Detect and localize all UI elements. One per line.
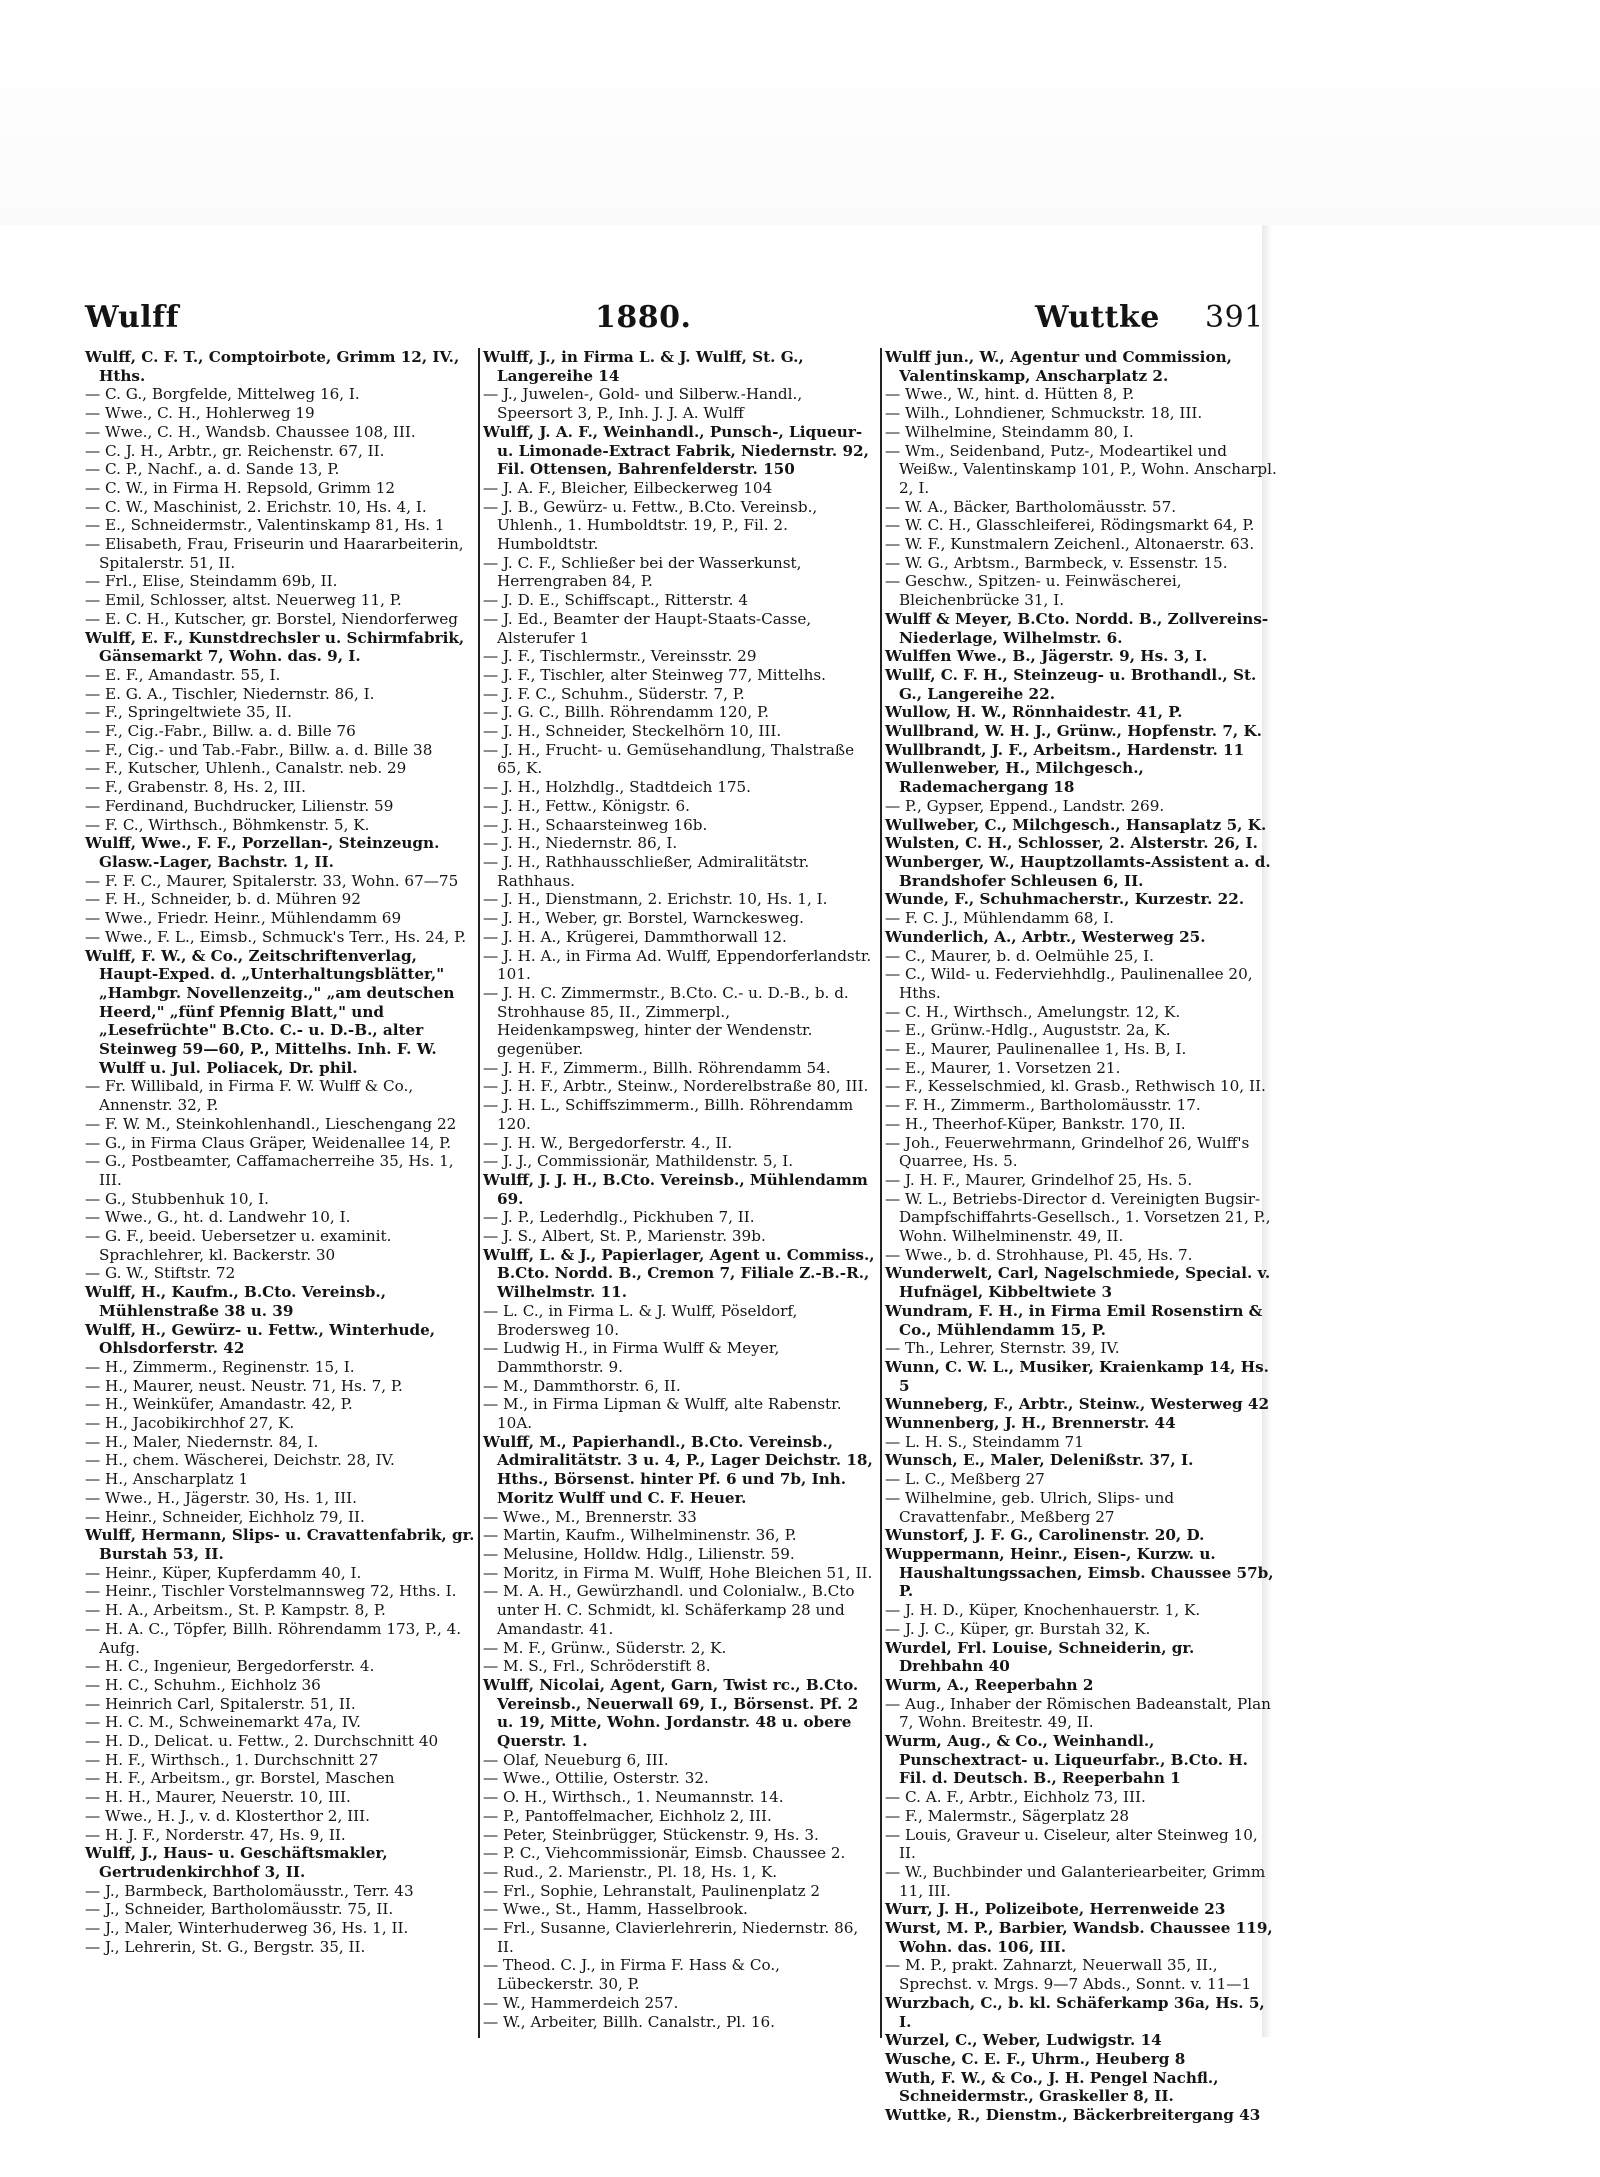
directory-entry: Wulff, E. F., Kunstdrechsler u. Schirmfabrik, Gänsemarkt 7, Wohn. das. 9, I.	[85, 628, 465, 666]
directory-entry: Wulff, M., Papierhandl., B.Cto. Vereinsb., Admiralitätstr. 3 u. 4, P., Lager Deichstr. 18, Hths., Börsenst. hinter Pf. 6 und 7b, Inh. Moritz Wulff und C. F. Heuer.	[483, 1432, 873, 1507]
directory-entry: — E. G. A., Tischler, Niedernstr. 86, I.	[85, 684, 375, 703]
directory-entry: — J. H., Frucht- u. Gemüsehandlung, Thalstraße 65, K.	[483, 740, 855, 778]
directory-entry: — F., Cig.- und Tab.-Fabr., Billw. a. d. Bille 38	[85, 740, 433, 759]
directory-entry: — J. A. F., Bleicher, Eilbeckerweg 104	[483, 478, 773, 497]
directory-entry: — J. H. A., in Firma Ad. Wulff, Eppendorferlandstr. 101.	[483, 946, 872, 984]
directory-entry: — J. Ed., Beamter der Haupt-Staats-Casse, Alsterufer 1	[483, 609, 812, 647]
directory-entry: — M., in Firma Lipman & Wulff, alte Rabenstr. 10A.	[483, 1395, 842, 1433]
directory-entry: — H., Zimmerm., Reginenstr. 15, I.	[85, 1357, 355, 1376]
directory-entry: — J. H., Rathhausschließer, Admiralitätstr. Rathhaus.	[483, 852, 810, 890]
directory-entry: Wulff, H., Kaufm., B.Cto. Vereinsb., Mühlenstraße 38 u. 39	[85, 1283, 386, 1320]
directory-entry: — Emil, Schlosser, altst. Neuerweg 11, P.	[85, 591, 402, 610]
directory-entry: — Wilhelmine, geb. Ulrich, Slips- und Cravattenfabr., Meßberg 27	[885, 1488, 1175, 1526]
directory-entry: — M. S., Frl., Schröderstift 8.	[483, 1657, 711, 1676]
directory-entry: — E., Schneidermstr., Valentinskamp 81, Hs. 1	[85, 516, 445, 535]
column-divider	[478, 348, 480, 2038]
directory-entry: — J. H. C. Zimmermstr., B.Cto. C.- u. D.-B., b. d. Strohhause 85, II., Zimmerpl., Heidenkampsweg, hinter der Wendenstr. gegenüber.	[483, 983, 849, 1059]
directory-entry: — H. C. M., Schweinemarkt 47a, IV.	[85, 1713, 362, 1732]
directory-entry: Wuth, F. W., & Co., J. H. Pengel Nachfl., Schneidermstr., Graskeller 8, II.	[885, 2068, 1219, 2106]
scan-margin	[0, 0, 1600, 225]
directory-entry: — H. C., Schuhm., Eichholz 36	[85, 1675, 321, 1694]
directory-entry: — C. H., Wirthsch., Amelungstr. 12, K.	[885, 1002, 1181, 1021]
directory-entry: — H., Maurer, neust. Neustr. 71, Hs. 7, P.	[85, 1376, 403, 1395]
directory-entry: Wulff, H., Gewürz- u. Fettw., Winterhude, Ohlsdorferstr. 42	[85, 1320, 436, 1358]
directory-entry: — Frl., Susanne, Clavierlehrerin, Niedernstr. 86, II.	[483, 1919, 859, 1956]
directory-entry: — Wwe., W., hint. d. Hütten 8, P.	[885, 385, 1135, 404]
directory-entry: Wurdel, Frl. Louise, Schneiderin, gr. Drehbahn 40	[885, 1638, 1195, 1676]
directory-entry: — W. G., Arbtsm., Barmbeck, v. Essenstr. 15.	[885, 553, 1228, 572]
directory-entry: — J. F. C., Schuhm., Süderstr. 7, P.	[483, 684, 745, 703]
directory-entry: — J. H. W., Bergedorferstr. 4., II.	[483, 1133, 733, 1152]
directory-entry: Wunberger, W., Hauptzollamts-Assistent a. d. Brandshofer Schleusen 6, II.	[885, 852, 1271, 890]
directory-entry: — E., Grünw.-Hdlg., Auguststr. 2a, K.	[885, 1021, 1171, 1040]
directory-entry: — J. B., Gewürz- u. Fettw., B.Cto. Vereinsb., Uhlenh., 1. Humboldtstr. 19, P., Fil. 2. Humboldtstr.	[483, 497, 818, 554]
directory-entry: Wulffen Wwe., B., Jägerstr. 9, Hs. 3, I.	[885, 647, 1208, 666]
directory-entry: Wulff, C. F. T., Comptoirbote, Grimm 12, IV., Hths.	[85, 348, 460, 385]
directory-entry: Wullweber, C., Milchgesch., Hansaplatz 5, K.	[885, 815, 1267, 834]
directory-entry: — J. H. F., Maurer, Grindelhof 25, Hs. 5.	[885, 1170, 1193, 1189]
directory-entry: — J. J. C., Küper, gr. Burstah 32, K.	[885, 1619, 1151, 1638]
directory-entry: — Wwe., H., Jägerstr. 30, Hs. 1, III.	[85, 1488, 357, 1507]
directory-entry: — M. F., Grünw., Süderstr. 2, K.	[483, 1638, 727, 1657]
directory-entry: — J., Barmbeck, Bartholomäusstr., Terr. 43	[85, 1881, 414, 1900]
directory-entry: — F. H., Zimmerm., Bartholomäusstr. 17.	[885, 1096, 1201, 1115]
directory-entry: — Joh., Feuerwehrmann, Grindelhof 26, Wulff's Quarree, Hs. 5.	[885, 1133, 1250, 1171]
directory-entry: — J. C. F., Schließer bei der Wasserkunst, Herrengraben 84, P.	[483, 553, 802, 591]
directory-entry: Wullenweber, H., Milchgesch., Rademachergang 18	[885, 759, 1144, 797]
directory-entry: Wurzbach, C., b. kl. Schäferkamp 36a, Hs. 5, I.	[885, 1993, 1265, 2031]
directory-entry: — Wwe., H. J., v. d. Klosterthor 2, III.	[85, 1806, 370, 1825]
directory-entry: — C., Maurer, b. d. Oelmühle 25, I.	[885, 946, 1154, 965]
directory-entry: — Wwe., C. H., Wandsb. Chaussee 108, III.	[85, 422, 416, 441]
directory-entry: — H. H., Maurer, Neuerstr. 10, III.	[85, 1788, 351, 1807]
directory-entry: — Wwe., b. d. Strohhause, Pl. 45, Hs. 7.	[885, 1245, 1193, 1264]
directory-entry: — J. H., Schneider, Steckelhörn 10, III.	[483, 722, 782, 741]
directory-entry: — W., Buchbinder und Galanteriearbeiter, Grimm 11, III.	[885, 1862, 1266, 1900]
directory-entry: Wunneberg, F., Arbtr., Steinw., Westerweg 42	[885, 1395, 1270, 1414]
directory-entry: Wunderlich, A., Arbtr., Westerweg 25.	[885, 927, 1206, 946]
directory-entry: — E., Maurer, Paulinenallee 1, Hs. B, I.	[885, 1040, 1187, 1059]
directory-entry: — J. S., Albert, St. P., Marienstr. 39b.	[483, 1227, 766, 1246]
directory-entry: — Frl., Sophie, Lehranstalt, Paulinenplatz 2	[483, 1881, 821, 1900]
directory-entry: Wullow, H. W., Rönnhaidestr. 41, P.	[885, 703, 1183, 722]
directory-entry: — Ludwig H., in Firma Wulff & Meyer, Dammthorstr. 9.	[483, 1339, 780, 1376]
directory-entry: — J. H., Holzhdlg., Stadtdeich 175.	[483, 778, 752, 797]
directory-entry: Wulff, Hermann, Slips- u. Cravattenfabrik, gr. Burstah 53, II.	[85, 1526, 475, 1563]
directory-entry: — H., Weinküfer, Amandastr. 42, P.	[85, 1395, 353, 1414]
directory-entry: — J. H. D., Küper, Knochenhauerstr. 1, K.	[885, 1601, 1201, 1620]
directory-entry: — C. G., Borgfelde, Mittelweg 16, I.	[85, 385, 360, 404]
directory-entry: — Wwe., C. H., Hohlerweg 19	[85, 404, 315, 423]
directory-entry: — P. C., Viehcommissionär, Eimsb. Chaussee 2.	[483, 1844, 846, 1863]
directory-entry: Wulsten, C. H., Schlosser, 2. Alsterstr. 26, I.	[885, 834, 1258, 853]
directory-entry: — W. F., Kunstmalern Zeichenl., Altonaerstr. 63.	[885, 535, 1255, 554]
directory-entry: — M. P., prakt. Zahnarzt, Neuerwall 35, II., Sprechst. v. Mrgs. 9—7 Abds., Sonnt. v. 11—1	[885, 1956, 1252, 1994]
directory-entry: — G., Postbeamter, Caffamacherreihe 35, Hs. 1, III.	[85, 1152, 454, 1189]
directory-entry: — J. F., Tischler, alter Steinweg 77, Mittelhs.	[483, 665, 826, 684]
directory-entry: — Wwe., G., ht. d. Landwehr 10, I.	[85, 1208, 351, 1227]
directory-entry: — J. H. F., Zimmerm., Billh. Röhrendamm 54.	[483, 1058, 831, 1077]
directory-entry: — F. C. J., Mühlendamm 68, I.	[885, 909, 1114, 928]
directory-entry: — Ferdinand, Buchdrucker, Lilienstr. 59	[85, 796, 394, 815]
directory-entry: Wunsch, E., Maler, Delenißstr. 37, I.	[885, 1451, 1194, 1470]
directory-entry: — F., Malermstr., Sägerplatz 28	[885, 1806, 1130, 1825]
directory-entry: — G., Stubbenhuk 10, I.	[85, 1189, 269, 1208]
directory-entry: Wullf, C. F. H., Steinzeug- u. Brothandl., St. G., Langereihe 22.	[885, 665, 1257, 703]
directory-entry: — H. D., Delicat. u. Fettw., 2. Durchschnitt 40	[85, 1732, 439, 1751]
directory-entry: Wulff, J., in Firma L. & J. Wulff, St. G., Langereihe 14	[483, 348, 804, 385]
directory-entry: — W., Arbeiter, Billh. Canalstr., Pl. 16.	[483, 2012, 775, 2031]
directory-entry: — Melusine, Holldw. Hdlg., Lilienstr. 59.	[483, 1545, 795, 1563]
directory-entry: — Louis, Graveur u. Ciseleur, alter Steinweg 10, II.	[885, 1825, 1258, 1863]
directory-entry: — H. F., Arbeitsm., gr. Borstel, Maschen	[85, 1769, 395, 1788]
directory-entry: — F. C., Wirthsch., Böhmkenstr. 5, K.	[85, 815, 370, 834]
directory-entry: Wulff jun., W., Agentur und Commission, Valentinskamp, Anscharplatz 2.	[885, 348, 1232, 385]
directory-entry: Wunnenberg, J. H., Brennerstr. 44	[885, 1414, 1176, 1433]
directory-entry: — E., Maurer, 1. Vorsetzen 21.	[885, 1058, 1121, 1077]
directory-entry: — M., Dammthorstr. 6, II.	[483, 1376, 681, 1395]
directory-entry: — C., Wild- u. Federviehhdlg., Paulinenallee 20, Hths.	[885, 965, 1253, 1002]
directory-entry: — Geschw., Spitzen- u. Feinwäscherei, Bleichenbrücke 31, I.	[885, 572, 1182, 610]
directory-entry: Wurr, J. H., Polizeibote, Herrenweide 23	[885, 1900, 1226, 1919]
directory-entry: — J. H. F., Arbtr., Steinw., Norderelbstraße 80, III.	[483, 1077, 869, 1096]
directory-entry: — G. W., Stiftstr. 72	[85, 1264, 236, 1283]
directory-entry: — J. G. C., Billh. Röhrendamm 120, P.	[483, 703, 769, 722]
directory-entry: — J. H., Weber, gr. Borstel, Warnckesweg.	[483, 909, 804, 928]
directory-entry: — J. H., Dienstmann, 2. Erichstr. 10, Hs. 1, I.	[483, 890, 828, 909]
directory-entry: — H., chem. Wäscherei, Deichstr. 28, IV.	[85, 1451, 395, 1470]
header-year: 1880.	[595, 300, 692, 335]
directory-entry: Wurm, Aug., & Co., Weinhandl., Punschextract- u. Liqueurfabr., B.Cto. H. Fil. d. Deutsch. B., Reeperbahn 1	[885, 1732, 1248, 1788]
directory-entry: — W. A., Bäcker, Bartholomäusstr. 57.	[885, 497, 1177, 516]
directory-entry: — J. H. L., Schiffszimmerm., Billh. Röhrendamm 120.	[483, 1096, 854, 1133]
directory-entry: — J. H. A., Krügerei, Dammthorwall 12.	[483, 927, 787, 946]
directory-entry: — J. H., Fettw., Königstr. 6.	[483, 796, 690, 815]
directory-entry: — F., Kutscher, Uhlenh., Canalstr. neb. 29	[85, 759, 407, 778]
directory-entry: — H. A., Arbeitsm., St. P. Kampstr. 8, P.	[85, 1601, 386, 1620]
directory-entry: — Heinr., Tischler Vorstelmannsweg 72, Hths. I.	[85, 1582, 457, 1601]
directory-entry: Wuttke, R., Dienstm., Bäckerbreitergang 43	[885, 2106, 1261, 2125]
directory-entry: — Heinr., Küper, Kupferdamm 40, I.	[85, 1563, 362, 1582]
directory-entry: — W. C. H., Glasschleiferei, Rödingsmarkt 64, P.	[885, 516, 1255, 535]
directory-entry: — H., Anscharplatz 1	[85, 1470, 249, 1489]
directory-entry: — Wilh., Lohndiener, Schmuckstr. 18, III.	[885, 404, 1203, 423]
directory-entry: — E. F., Amandastr. 55, I.	[85, 665, 281, 684]
directory-entry: — Heinr., Schneider, Eichholz 79, II.	[85, 1507, 365, 1526]
directory-entry: Wulff, Nicolai, Agent, Garn, Twist rc., B.Cto. Vereinsb., Neuerwall 69, I., Börsenst. Pf. 2 u. 19, Mitte, Wohn. Jordanstr. 48 u. obere Querstr. 1.	[483, 1675, 859, 1751]
header-right-keyword: Wuttke	[1035, 300, 1160, 335]
directory-entry: Wuppermann, Heinr., Eisen-, Kurzw. u. Haushaltungssachen, Eimsb. Chaussee 57b, P.	[885, 1545, 1274, 1601]
column-3	[885, 348, 1277, 2125]
directory-entry: — W. L., Betriebs-Director d. Vereinigten Bugsir-Dampfschiffahrts-Gesellsch., 1. Vorsetzen 21, P., Wohn. Wilhelminenstr. 49, II.	[885, 1189, 1271, 1246]
directory-entry: Wurm, A., Reeperbahn 2	[885, 1675, 1094, 1694]
directory-entry: — P., Pantoffelmacher, Eichholz 2, III.	[483, 1806, 772, 1825]
directory-entry: — F., Grabenstr. 8, Hs. 2, III.	[85, 778, 306, 797]
column-2	[483, 348, 875, 2038]
directory-entry: — J. F., Tischlermstr., Vereinsstr. 29	[483, 647, 757, 666]
directory-entry: — L. C., Meßberg 27	[885, 1470, 1045, 1489]
directory-entry: Wunn, C. W. L., Musiker, Kraienkamp 14, Hs. 5	[885, 1357, 1269, 1395]
directory-entry: Wurzel, C., Weber, Ludwigstr. 14	[885, 2031, 1162, 2050]
directory-entry: — Heinrich Carl, Spitalerstr. 51, II.	[85, 1694, 356, 1713]
directory-entry: — Theod. C. J., in Firma F. Hass & Co., Lübeckerstr. 30, P.	[483, 1956, 781, 1994]
directory-entry: — H., Maler, Niedernstr. 84, I.	[85, 1432, 319, 1451]
directory-entry: — Wwe., Ottilie, Osterstr. 32.	[483, 1769, 709, 1788]
directory-entry: Wulff, L. & J., Papierlager, Agent u. Commiss., B.Cto. Nordd. B., Cremon 7, Filiale Z.-B.-R., Wilhelmstr. 11.	[483, 1245, 875, 1302]
page-header	[85, 300, 1285, 350]
directory-entry: — E. C. H., Kutscher, gr. Borstel, Niendorferweg	[85, 609, 458, 628]
directory-entry: Wulff, J. J. H., B.Cto. Vereinsb., Mühlendamm 69.	[483, 1170, 868, 1208]
column-1	[85, 348, 477, 2038]
directory-entry: Wusche, C. E. F., Uhrm., Heuberg 8	[885, 2049, 1186, 2068]
directory-entry: — J. J., Commissionär, Mathildenstr. 5, I.	[483, 1152, 794, 1171]
directory-entry: — J., Juwelen-, Gold- und Silberw.-Handl., Speersort 3, P., Inh. J. J. A. Wulff	[483, 385, 803, 423]
directory-entry: — J. H., Niedernstr. 86, I.	[483, 834, 678, 853]
directory-entry: — H. A. C., Töpfer, Billh. Röhrendamm 173, P., 4. Aufg.	[85, 1619, 462, 1657]
directory-entry: Wunstorf, J. F. G., Carolinenstr. 20, D.	[885, 1526, 1205, 1545]
directory-entry: Wunde, F., Schuhmacherstr., Kurzestr. 22.	[885, 890, 1245, 909]
directory-entry: Wullbrandt, J. F., Arbeitsm., Hardenstr. 11	[885, 740, 1245, 759]
directory-entry: — H. C., Ingenieur, Bergedorferstr. 4.	[85, 1657, 375, 1676]
directory-entry: Wullbrand, W. H. J., Grünw., Hopfenstr. 7, K.	[885, 722, 1262, 741]
directory-entry: Wunderwelt, Carl, Nagelschmiede, Special. v. Hufnägel, Kibbeltwiete 3	[885, 1264, 1271, 1302]
directory-entry: — J., Maler, Winterhuderweg 36, Hs. 1, II.	[85, 1919, 409, 1938]
directory-entry: — Martin, Kaufm., Wilhelminenstr. 36, P.	[483, 1526, 797, 1545]
directory-entry: Wulff, Wwe., F. F., Porzellan-, Steinzeugn. Glasw.-Lager, Bachstr. 1, II.	[85, 834, 440, 871]
directory-entry: — Fr. Willibald, in Firma F. W. Wulff & Co., Annenstr. 32, P.	[85, 1077, 414, 1115]
directory-entry: — C. A. F., Arbtr., Eichholz 73, III.	[885, 1788, 1146, 1807]
directory-entry: Wulff & Meyer, B.Cto. Nordd. B., Zollvereins-Niederlage, Wilhelmstr. 6.	[885, 609, 1269, 647]
directory-entry: — H., Theerhof-Küper, Bankstr. 170, II.	[885, 1114, 1186, 1133]
directory-entry: — G. F., beeid. Uebersetzer u. examinit. Sprachlehrer, kl. Backerstr. 30	[85, 1227, 392, 1264]
directory-entry: — W., Hammerdeich 257.	[483, 1993, 679, 2012]
column-divider	[880, 348, 882, 2038]
directory-entry: — L. C., in Firma L. & J. Wulff, Pöseldorf, Brodersweg 10.	[483, 1301, 798, 1339]
directory-entry: — Olaf, Neueburg 6, III.	[483, 1750, 669, 1769]
directory-entry: — C. J. H., Arbtr., gr. Reichenstr. 67, II.	[85, 441, 385, 460]
directory-entry: — F., Kesselschmied, kl. Grasb., Rethwisch 10, II.	[885, 1077, 1266, 1096]
directory-entry: — M. A. H., Gewürzhandl. und Colonialw., B.Cto unter H. C. Schmidt, kl. Schäferkamp 28 und Amandastr. 41.	[483, 1582, 855, 1638]
directory-entry: — F., Cig.-Fabr., Billw. a. d. Bille 76	[85, 722, 356, 741]
directory-columns	[85, 348, 1280, 2125]
directory-entry: — Peter, Steinbrügger, Stückenstr. 9, Hs. 3.	[483, 1825, 819, 1844]
header-left-keyword: Wulff	[85, 300, 179, 335]
directory-entry: — F. F. C., Maurer, Spitalerstr. 33, Wohn. 67—75	[85, 871, 459, 890]
directory-entry: — Moritz, in Firma M. Wulff, Hohe Bleichen 51, II.	[483, 1563, 873, 1582]
directory-entry: — Wwe., F. L., Eimsb., Schmuck's Terr., Hs. 24, P.	[85, 927, 467, 946]
directory-entry: — Elisabeth, Frau, Friseurin und Haararbeiterin, Spitalerstr. 51, II.	[85, 535, 464, 572]
directory-entry: Wundram, F. H., in Firma Emil Rosenstirn & Co., Mühlendamm 15, P.	[885, 1301, 1263, 1339]
directory-entry: — H. F., Wirthsch., 1. Durchschnitt 27	[85, 1750, 379, 1769]
directory-entry: — L. H. S., Steindamm 71	[885, 1432, 1084, 1451]
directory-entry: — J. D. E., Schiffscapt., Ritterstr. 4	[483, 591, 748, 610]
directory-entry: — H. J. F., Norderstr. 47, Hs. 9, II.	[85, 1825, 346, 1844]
directory-entry: — Wm., Seidenband, Putz-, Modeartikel und Weißw., Valentinskamp 101, P., Wohn. Anscharpl. 2, I.	[885, 441, 1277, 497]
directory-entry: — Wwe., M., Brennerstr. 33	[483, 1507, 697, 1526]
directory-entry: — F., Springeltwiete 35, II.	[85, 703, 292, 722]
directory-entry: — J., Schneider, Bartholomäusstr. 75, II.	[85, 1900, 394, 1919]
directory-entry: — C. W., Maschinist, 2. Erichstr. 10, Hs. 4, I.	[85, 497, 427, 516]
directory-entry: — Aug., Inhaber der Römischen Badeanstalt, Plan 7, Wohn. Breitestr. 49, II.	[885, 1694, 1271, 1732]
directory-entry: — C. P., Nachf., a. d. Sande 13, P.	[85, 460, 340, 479]
directory-entry: — O. H., Wirthsch., 1. Neumannstr. 14.	[483, 1788, 784, 1807]
directory-entry: — G., in Firma Claus Gräper, Weidenallee 14, P.	[85, 1133, 452, 1152]
directory-entry: — J., Lehrerin, St. G., Bergstr. 35, II.	[85, 1937, 366, 1956]
directory-entry: — J. P., Lederhdlg., Pickhuben 7, II.	[483, 1208, 755, 1227]
directory-entry: Wulff, J. A. F., Weinhandl., Punsch-, Liqueur- u. Limonade-Extract Fabrik, Niedernstr. 92, Fil. Ottensen, Bahrenfelderstr. 150	[483, 422, 869, 479]
directory-entry: Wulff, J., Haus- u. Geschäftsmakler, Gertrudenkirchhof 3, II.	[85, 1844, 388, 1881]
directory-entry: — J. H., Schaarsteinweg 16b.	[483, 815, 708, 834]
directory-entry: — Wilhelmine, Steindamm 80, I.	[885, 422, 1134, 441]
directory-entry: Wurst, M. P., Barbier, Wandsb. Chaussee 119, Wohn. das. 106, III.	[885, 1919, 1273, 1956]
directory-entry: — Th., Lehrer, Sternstr. 39, IV.	[885, 1339, 1120, 1358]
directory-entry: Wulff, F. W., & Co., Zeitschriftenverlag, Haupt-Exped. d. „Unterhaltungsblätter," „Hambgr. Novellenzeitg.," „am deutschen Heerd," „fünf Pfennig Blatt," und „Lesefrüchte" B.Cto. C.- u. D.-B., alter Steinweg 59—60, P., Mittelhs. Inh. F. W. Wulff u. Jul. Poliacek, Dr. phil.	[85, 946, 455, 1077]
directory-entry: — C. W., in Firma H. Repsold, Grimm 12	[85, 478, 396, 497]
directory-entry: — P., Gypser, Eppend., Landstr. 269.	[885, 796, 1165, 815]
directory-entry: — Rud., 2. Marienstr., Pl. 18, Hs. 1, K.	[483, 1862, 778, 1881]
directory-entry: — F. H., Schneider, b. d. Mühren 92	[85, 890, 361, 909]
page-number: 391	[1205, 300, 1264, 335]
directory-entry: — Wwe., Friedr. Heinr., Mühlendamm 69	[85, 909, 402, 928]
directory-entry: — Frl., Elise, Steindamm 69b, II.	[85, 572, 338, 591]
directory-entry: — H., Jacobikirchhof 27, K.	[85, 1414, 295, 1433]
directory-entry: — Wwe., St., Hamm, Hasselbrook.	[483, 1900, 748, 1919]
directory-entry: — F. W. M., Steinkohlenhandl., Lieschengang 22	[85, 1114, 457, 1133]
